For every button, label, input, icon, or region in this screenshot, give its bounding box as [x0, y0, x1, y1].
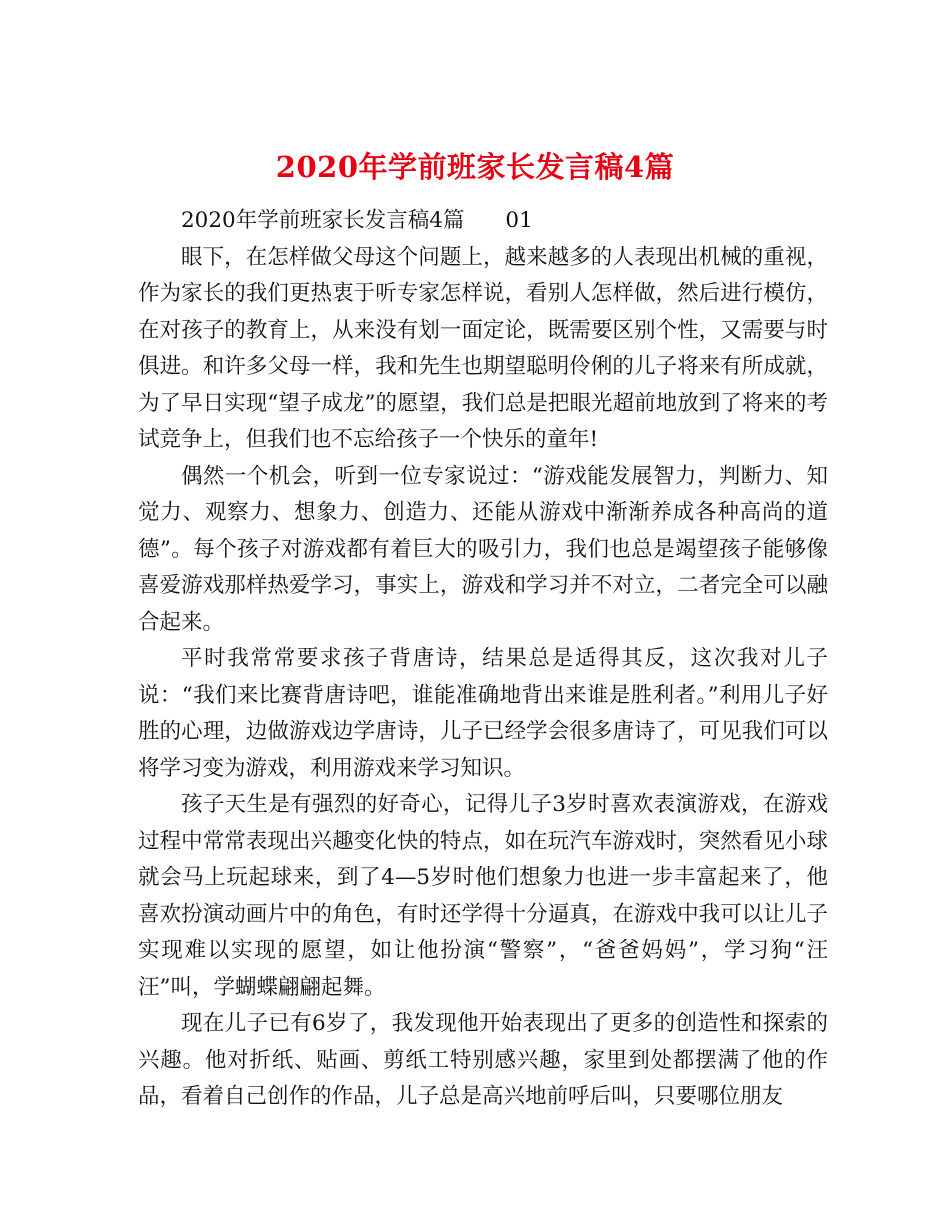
document-title: 2020年学前班家长发言稿4篇	[275, 150, 675, 185]
document-subheading: 2020年学前班家长发言稿4篇 01	[181, 208, 533, 233]
paragraph: 眼下，在怎样做父母这个问题上，越来越多的人表现出机械的重视，作为家长的我们更热衷于听专家怎样说，看别人怎样做，然后进行模仿，在对孩子的教育上，从来没有划一面定论，既需要区别个性，又需要与时俱进。和许多父母一样，我和先生也期望聪明伶俐的儿子将来有所成就，为了早日实现“望子成龙”的愿望，我们总是把眼光超前地放到了将来的考试竞争上，但我们也不忘给孩子一个快乐的童年!	[138, 244, 828, 452]
paragraph: 偶然一个机会，听到一位专家说过：“游戏能发展智力，判断力、知觉力、观察力、想象力、创造力、还能从游戏中渐渐养成各种高尚的道德”。每个孩子对游戏都有着巨大的吸引力，我们也总是竭望孩子能够像喜爱游戏那样热爱学习，事实上，游戏和学习并不对立，二者完全可以融合起来。	[138, 463, 828, 635]
document-body	[138, 203, 828, 1116]
paragraph: 孩子天生是有强烈的好奇心，记得儿子3岁时喜欢表演游戏，在游戏过程中常常表现出兴趣变化快的特点，如在玩汽车游戏时，突然看见小球就会马上玩起球来，到了4—5岁时他们想象力也进一步丰富起来了，他喜欢扮演动画片中的角色，有时还学得十分逼真，在游戏中我可以让儿子实现难以实现的愿望，如让他扮演“警察”，“爸爸妈妈”，学习狗“汪汪”叫，学蝴蝶翩翩起舞。	[138, 792, 828, 1000]
paragraph: 现在儿子已有6岁了，我发现他开始表现出了更多的创造性和探索的兴趣。他对折纸、贴画、剪纸工特别感兴趣，家里到处都摆满了他的作品，看着自己创作的作品，儿子总是高兴地前呼后叫，只要哪位朋友	[138, 1011, 828, 1109]
paragraph: 平时我常常要求孩子背唐诗，结果总是适得其反，这次我对儿子说：“我们来比赛背唐诗吧，谁能准确地背出来谁是胜利者。”利用儿子好胜的心理，边做游戏边学唐诗，儿子已经学会很多唐诗了，可见我们可以将学习变为游戏，利用游戏来学习知识。	[138, 646, 828, 781]
